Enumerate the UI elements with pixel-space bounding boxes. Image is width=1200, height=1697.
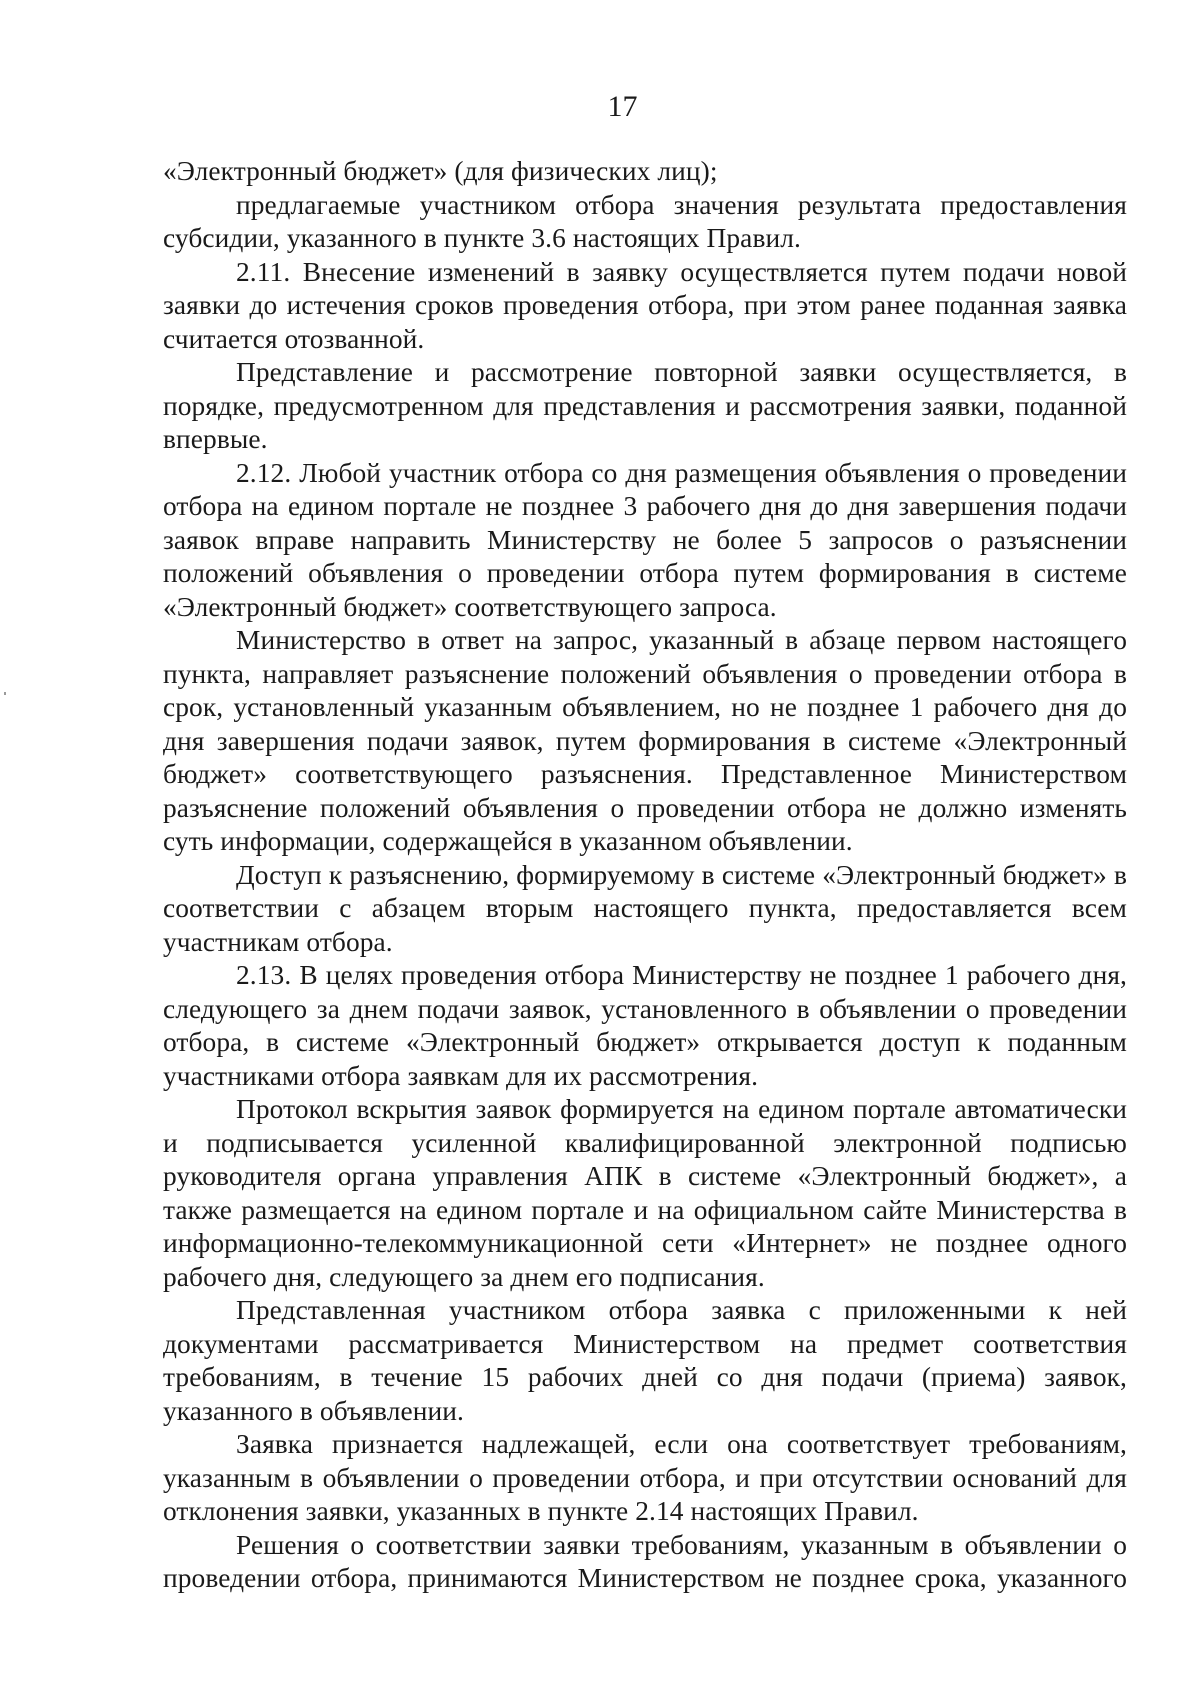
paragraph-9: Протокол вскрытия заявок формируется на едином портале автоматически и подписывается усиленной квалифицированной электронной подписью руководителя органа управления АПК в системе «Электронный бюджет», а также размещается на едином портале и на официальном сайте Министерства в информационно-телекоммуникационной сети «Интернет» не позднее одного рабочего дня, следующего за днем его подписания.: [163, 1094, 1127, 1292]
paragraph-6: Министерство в ответ на запрос, указанный в абзаце первом настоящего пункта, направляет разъяснение положений объявления о проведении отбора в срок, установленный указанным объявлением, но не позднее 1 рабочего дня до дня завершения подачи заявок, путем формирования в системе «Электронный бюджет» соответствующего разъяснения. Представленное Министерством разъяснение положений объявления о проведении отбора не должно изменять суть информации, содержащейся в указанном объявлении.: [163, 625, 1127, 856]
paragraph-7: Доступ к разъяснению, формируемому в системе «Электронный бюджет» в соответствии с абзацем вторым настоящего пункта, предоставляется всем участникам отбора.: [163, 859, 1127, 957]
paragraph-11: Заявка признается надлежащей, если она соответствует требованиям, указанным в объявлении о проведении отбора, и при отсутствии оснований для отклонения заявки, указанных в пункте 2.14 настоящих Правил.: [163, 1429, 1127, 1526]
document-body: [163, 155, 1127, 1596]
paragraph-1: «Электронный бюджет» (для физических лиц);: [163, 156, 718, 186]
paragraph-2-13: 2.13. В целях проведения отбора Министерству не позднее 1 рабочего дня, следующего за днем подачи заявок, установленного в объявлении о проведении отбора, в системе «Электронный бюджет» открывается доступ к поданным участниками отбора заявкам для их рассмотрения.: [163, 960, 1127, 1091]
paragraph-12: Решения о соответствии заявки требованиям, указанным в объявлении о проведении отбора, принимаются Министерством не позднее срока, указанного: [163, 1529, 1127, 1593]
scan-speck: [4, 692, 6, 695]
page-number: 17: [607, 90, 638, 123]
paragraph-2: предлагаемые участником отбора значения результата предоставления субсидии, указанного в пункте 3.6 настоящих Правил.: [163, 189, 1127, 253]
paragraph-2-11: 2.11. Внесение изменений в заявку осуществляется путем подачи новой заявки до истечения сроков проведения отбора, при этом ранее поданная заявка считается отозванной.: [163, 256, 1127, 354]
paragraph-2-12: 2.12. Любой участник отбора со дня размещения объявления о проведении отбора на едином портале не позднее 3 рабочего дня до дня завершения подачи заявок вправе направить Министерству не более 5 запросов о разъяснении положений объявления о проведении отбора путем формирования в системе «Электронный бюджет» соответствующего запроса.: [163, 457, 1127, 622]
paragraph-10: Представленная участником отбора заявка с приложенными к ней документами рассматривается Министерством на предмет соответствия требованиям, в течение 15 рабочих дней со дня подачи (приема) заявок, указанного в объявлении.: [163, 1295, 1127, 1426]
paragraph-4: Представление и рассмотрение повторной заявки осуществляется, в порядке, предусмотренном для представления и рассмотрения заявки, поданной впервые.: [163, 357, 1127, 454]
